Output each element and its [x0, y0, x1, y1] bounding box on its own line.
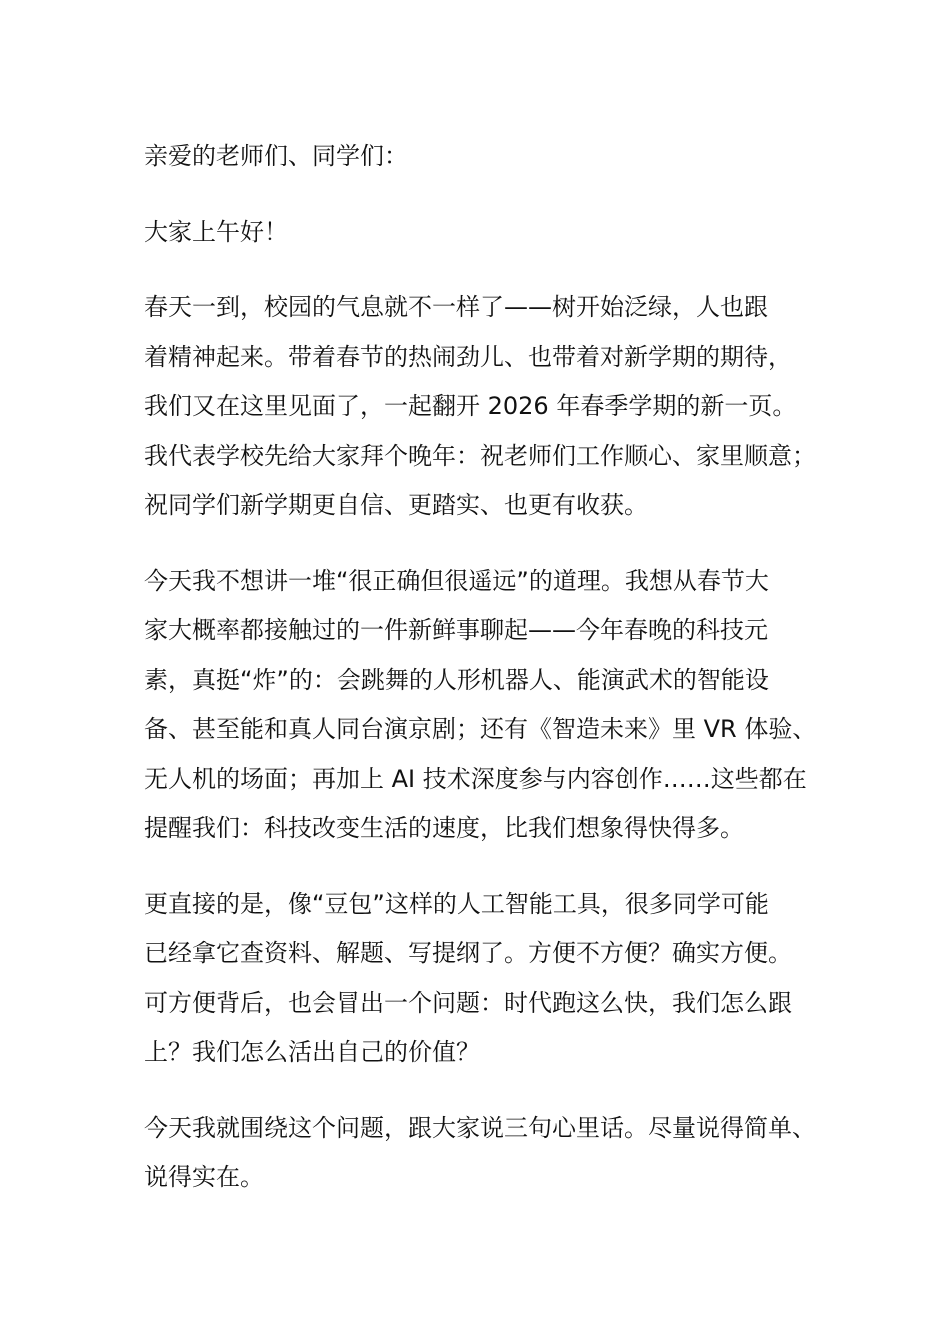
text-line: 上？我们怎么活出自己的价值？ [144, 1038, 480, 1066]
text-line: 春天一到，校园的气息就不一样了——树开始泛绿，人也跟 [144, 293, 768, 321]
text-line: 可方便背后，也会冒出一个问题：时代跑这么快，我们怎么跟 [144, 988, 792, 1017]
text-line: 着精神起来。带着春节的热闹劲儿、也带着对新学期的期待， [144, 342, 792, 371]
text-line: 亲爱的老师们、同学们： [144, 142, 408, 170]
paragraph-ai-tools [144, 880, 820, 1078]
paragraph-closing [144, 1104, 820, 1203]
text-line: 素，真挺“炸”的：会跳舞的人形机器人、能演武术的智能设 [144, 665, 769, 694]
text-line: 备、甚至能和真人同台演京剧；还有《智造未来》里 VR 体验、 [144, 715, 817, 743]
text-line: 更直接的是，像“豆包”这样的人工智能工具，很多同学可能 [144, 889, 769, 918]
text-line: 今天我就围绕这个问题，跟大家说三句心里话。尽量说得简单、 [144, 1113, 816, 1142]
greeting [144, 208, 820, 258]
text-line: 我们又在这里见面了，一起翻开 2026 年春季学期的新一页。 [144, 392, 797, 420]
speech-body [144, 132, 820, 1229]
paragraph-technology [144, 557, 820, 854]
text-line: 今天我不想讲一堆“很正确但很遥远”的道理。我想从春节大 [144, 566, 769, 595]
text-line: 提醒我们：科技改变生活的速度，比我们想象得快得多。 [144, 814, 744, 842]
text-line: 我代表学校先给大家拜个晚年：祝老师们工作顺心、家里顺意； [144, 441, 816, 470]
text-line: 大家上午好！ [144, 217, 288, 246]
text-line: 说得实在。 [144, 1163, 264, 1191]
text-line: 已经拿它查资料、解题、写提纲了。方便不方便？确实方便。 [144, 939, 792, 967]
salutation [144, 132, 820, 182]
text-line: 家大概率都接触过的一件新鲜事聊起——今年春晚的科技元 [144, 616, 768, 644]
text-line: 无人机的场面；再加上 AI 技术深度参与内容创作……这些都在 [144, 764, 807, 793]
text-line: 祝同学们新学期更自信、更踏实、也更有收获。 [144, 491, 648, 519]
paragraph-opening [144, 283, 820, 531]
